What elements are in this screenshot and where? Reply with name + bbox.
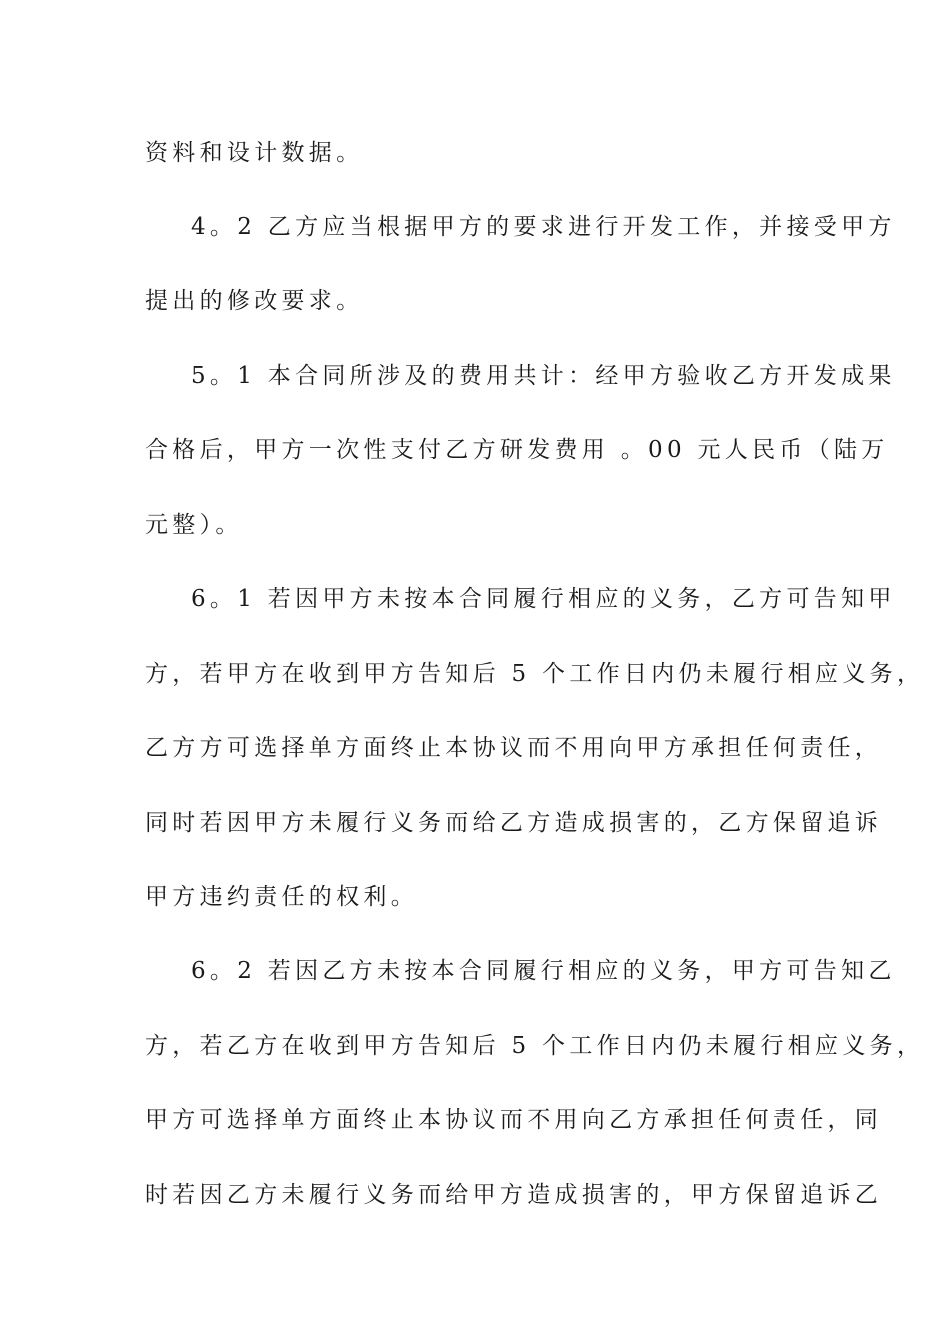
text-line: 甲方可选择单方面终止本协议而不用向乙方承担任何责任，同 [145, 1107, 883, 1133]
text-line: 方，若甲方在收到甲方告知后 5 个工作日内仍未履行相应义务， [145, 661, 925, 687]
text-line: 资料和设计数据。 [145, 140, 364, 166]
text-line: 元整）。 [145, 512, 243, 538]
clause-6-2-line: 6。2 若因乙方未按本合同履行相应的义务，甲方可告知乙 [191, 958, 896, 984]
text-line: 方，若乙方在收到甲方告知后 5 个工作日内仍未履行相应义务， [145, 1033, 925, 1059]
text-line: 提出的修改要求。 [145, 288, 364, 314]
text-line: 合格后，甲方一次性支付乙方研发费用 。00 元人民币（陆万 [145, 437, 889, 463]
text-line: 同时若因甲方未履行义务而给乙方造成损害的，乙方保留追诉 [145, 810, 883, 836]
text-line: 时若因乙方未履行义务而给甲方造成损害的，甲方保留追诉乙 [145, 1182, 883, 1208]
text-line: 甲方违约责任的权利。 [145, 884, 418, 910]
clause-5-1-line: 5。1 本合同所涉及的费用共计：经甲方验收乙方开发成果 [191, 363, 896, 389]
text-line: 乙方方可选择单方面终止本协议而不用向甲方承担任何责任， [145, 735, 883, 761]
clause-6-1-line: 6。1 若因甲方未按本合同履行相应的义务，乙方可告知甲 [191, 586, 896, 612]
clause-4-2-line: 4。2 乙方应当根据甲方的要求进行开发工作，并接受甲方 [191, 214, 896, 240]
